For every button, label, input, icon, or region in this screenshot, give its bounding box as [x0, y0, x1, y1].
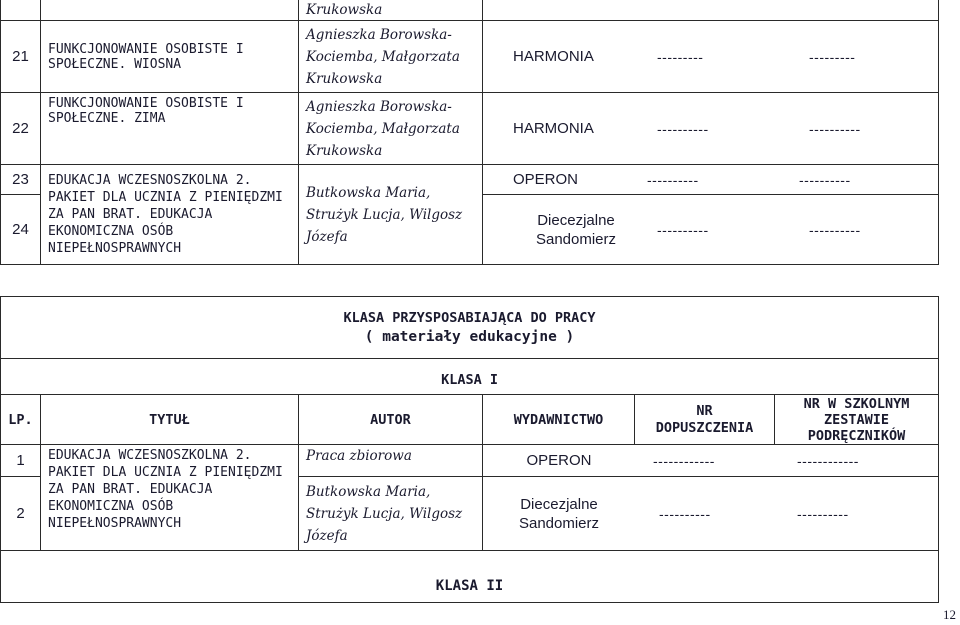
nr-zestawu: ---------- — [809, 221, 861, 238]
publisher-name: OPERON — [513, 171, 579, 188]
publisher-name — [495, 211, 657, 249]
nr-dopuszczenia: ---------- — [659, 505, 711, 522]
nr-zestawu: ---------- — [809, 120, 861, 137]
nr-zestawu: --------- — [809, 48, 856, 65]
author-cell — [299, 477, 483, 551]
page-number: 12 — [943, 607, 956, 622]
header-line: DOPUSZCZENIA — [655, 419, 754, 436]
row-number: 24 — [1, 195, 41, 265]
title-cell — [41, 445, 299, 551]
publisher-cell — [483, 21, 939, 93]
nr-dopuszczenia: ---------- — [657, 120, 709, 137]
title-text: EDUKACJA EKONOMICZNA OSÓB NIEPEŁNOSPRAWNYCH — [48, 207, 213, 256]
publisher-line: Diecezjalne — [537, 211, 615, 229]
publisher-cell — [483, 93, 939, 165]
author-line: Butkowska Maria, — [306, 483, 431, 500]
header-autor: AUTOR — [299, 395, 483, 445]
publisher-cell — [483, 165, 939, 195]
header-line: ZESTAWIE — [824, 411, 890, 428]
author-cell — [299, 21, 483, 93]
author-line: Butkowska Maria, — [306, 184, 431, 201]
nr-zestawu: ---------- — [799, 171, 851, 188]
title-text: EDUKACJA WCZESNOSZKOLNA 2. PAKIET DLA UCZNIA Z PIENIĘDZMI ZA PAN BRAT. — [48, 173, 283, 222]
publisher-cell — [483, 445, 939, 477]
cell — [41, 0, 299, 21]
header-nr-zestawu — [775, 395, 939, 445]
header-nr-dopuszczenia — [635, 395, 775, 445]
author-line: Kociemba, Małgorzata — [306, 48, 460, 65]
row-number: 1 — [1, 445, 41, 477]
author-cell — [299, 0, 483, 21]
publisher-line: Sandomierz — [535, 230, 617, 248]
author-line: Kociemba, Małgorzata — [306, 120, 460, 137]
header-line: NR W SZKOLNYM — [803, 395, 910, 412]
publisher-name: HARMONIA — [513, 120, 594, 137]
title-cell — [41, 165, 299, 265]
author-line: Agnieszka Borowska- — [306, 98, 452, 115]
nr-dopuszczenia: ------------ — [653, 452, 715, 469]
row-number: 21 — [1, 21, 41, 93]
author-line: Józefa — [306, 527, 348, 544]
author-cell — [299, 93, 483, 165]
publisher-name — [483, 495, 635, 533]
author-cell: Praca zbiorowa — [299, 445, 483, 477]
cell — [1, 0, 41, 21]
author-line: Józefa — [306, 228, 348, 245]
author-text: Krukowska — [306, 1, 383, 18]
heading-text: KLASA PRZYSPOSABIAJĄCA DO PRACY — [343, 309, 596, 326]
publisher-name: HARMONIA — [513, 48, 594, 65]
section-heading — [1, 297, 939, 359]
row-number: 2 — [1, 477, 41, 551]
title-text: FUNKCJONOWANIE OSOBISTE I SPOŁECZNE. ZIMA — [48, 96, 244, 126]
author-line: Krukowska — [306, 142, 383, 159]
cell — [483, 0, 939, 21]
publisher-line: Diecezjalne — [520, 495, 598, 513]
author-line: Strużyk Lucja, Wilgosz — [306, 505, 463, 522]
klasa-heading: KLASA II — [1, 551, 939, 603]
nr-zestawu: ---------- — [797, 505, 849, 522]
author-line: Krukowska — [306, 70, 383, 87]
publisher-name: OPERON — [526, 452, 592, 469]
header-wydawnictwo: WYDAWNICTWO — [483, 395, 635, 445]
author-line: Agnieszka Borowska- — [306, 26, 452, 43]
upper-table — [0, 0, 939, 265]
title-cell — [41, 21, 299, 93]
header-lp: LP. — [1, 395, 41, 445]
nr-dopuszczenia: ---------- — [657, 221, 709, 238]
lower-table — [0, 296, 939, 603]
header-line: PODRĘCZNIKÓW — [807, 427, 906, 444]
title-text: EDUKACJA EKONOMICZNA OSÓB NIEPEŁNOSPRAWNYCH — [48, 482, 213, 531]
nr-dopuszczenia: --------- — [657, 48, 704, 65]
header-line: NR — [696, 402, 713, 419]
publisher-cell — [483, 477, 939, 551]
nr-dopuszczenia: ---------- — [647, 171, 699, 188]
title-cell — [41, 93, 299, 165]
row-number: 23 — [1, 165, 41, 195]
publisher-line: Sandomierz — [518, 514, 600, 532]
header-tytul: TYTUŁ — [41, 395, 299, 445]
author-line: Strużyk Lucja, Wilgosz — [306, 206, 463, 223]
author-cell — [299, 165, 483, 265]
row-number: 22 — [1, 93, 41, 165]
title-text: FUNKCJONOWANIE OSOBISTE I SPOŁECZNE. WIOSNA — [48, 41, 244, 72]
nr-zestawu: ------------ — [797, 452, 859, 469]
klasa-heading: KLASA I — [1, 359, 939, 395]
title-text: EDUKACJA WCZESNOSZKOLNA 2. PAKIET DLA UCZNIA Z PIENIĘDZMI ZA PAN BRAT. — [48, 448, 283, 497]
publisher-cell — [483, 195, 939, 265]
subheading-text: ( materiały edukacyjne ) — [364, 328, 575, 345]
